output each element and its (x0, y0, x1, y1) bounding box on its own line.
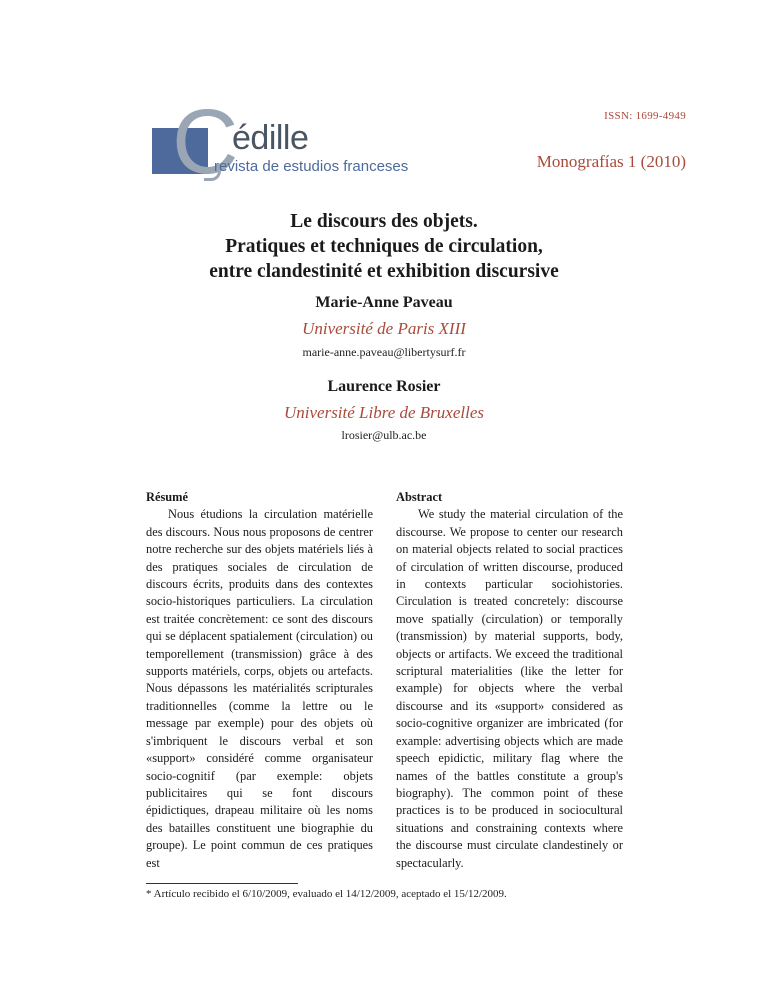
title-line-2: Pratiques et techniques de circulation, (225, 236, 543, 257)
author-name: Marie-Anne Paveau (315, 294, 453, 311)
resume-heading: Résumé (146, 490, 188, 504)
author-email: lrosier@ulb.ac.be (341, 428, 427, 442)
issn-label: ISSN: (604, 110, 633, 122)
logo-wordmark: édille (232, 119, 309, 157)
article-title (0, 209, 768, 284)
title-line-3: entre clandestinité et exhibition discursive (209, 261, 559, 282)
resume-text: Nous étudions la circulation matérielle des discours. Nous nous proposons de centrer notre recherche sur des objets matériels liés à des pratiques sociales de circulation de discours écrits, produits dans des contextes socio-historiques particuliers. La circulation est traitée concrètement: ce sont des discours qui se déplacent spatialement (circulation) ou temporellement (transmission) grâce à des supports matériels, corps, objets ou artefacts. Nous dépassons les matérialités scripturales traditionnelles (comme la lettre ou le message par exemple) pour des objets où s'imbriquent le discours verbal et son «support» considéré comme organisateur socio-cognitif (par exemple: objets publicitaires qui se font discours épidictiques, drapeau militaire où les noms des batailles constituent une biographie du groupe). Le point commun de ces pratiques est (146, 507, 373, 870)
abstract-column (396, 489, 623, 872)
author-affiliation: Université de Paris XIII (302, 319, 466, 338)
series-label: Monografías 1 (2010) (536, 152, 686, 171)
issn (604, 110, 686, 122)
author-email: marie-anne.paveau@libertysurf.fr (302, 345, 466, 359)
issn-value: 1699-4949 (635, 110, 686, 122)
footnote-rule (146, 883, 298, 884)
title-line-1: Le discours des objets. (290, 211, 478, 232)
author-name: Laurence Rosier (327, 378, 441, 395)
author-affiliation: Université Libre de Bruxelles (283, 403, 484, 422)
logo-subtitle: revista de estudios franceses (214, 158, 409, 175)
abstract-text: We study the material circulation of the discourse. We propose to center our research on material objects related to social practices of circulation of written discourse, produced in contexts particular sociohistories. Circulation is treated concretely: discourse move spatially (circulation) or temporally (transmission) by material supports, body, objects or artifacts. We exceed the traditional scriptural materialities (like the letter for example) for objects where the verbal discourse and its «support» considered as socio-cognitive organizer are imbricated (for example: advertising objects which are made speech epidictic, military flag where the names of the battles constitute a group's biography). The common point of these practices is to be produced in sociocultural situations and constraining contexts where the discourse must circulate clandestinely or spectacularly. (396, 507, 623, 870)
resume-column (146, 489, 373, 872)
abstract-heading: Abstract (396, 490, 443, 504)
footnote: * Artículo recibido el 6/10/2009, evaluado el 14/12/2009, aceptado el 15/12/2009. (146, 888, 507, 900)
logo-initial: C (172, 91, 237, 193)
